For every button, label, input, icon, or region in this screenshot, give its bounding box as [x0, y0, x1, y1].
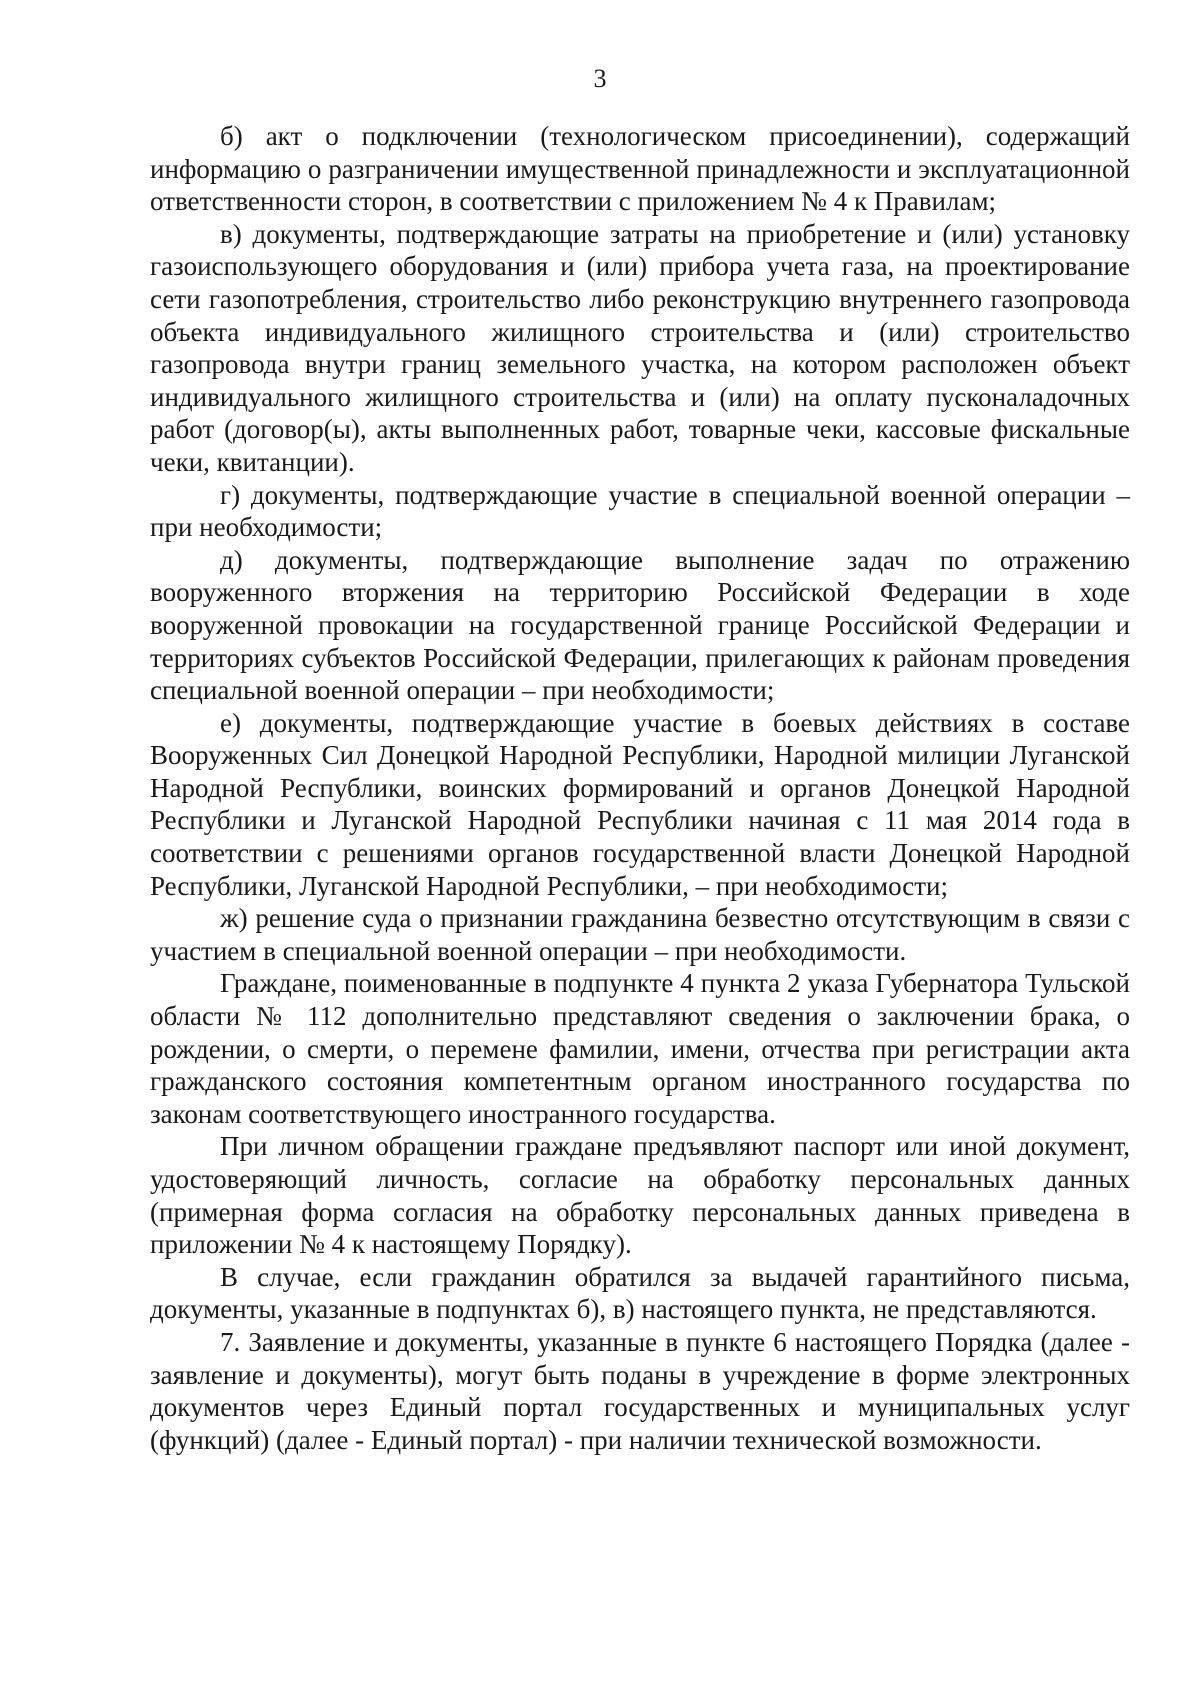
paragraph-guarantee-letter: В случае, если гражданин обратился за выдачей гарантийного письма, документы, указанные в подпунктах б), в) настоящего пункта, не представляются.: [150, 1261, 1130, 1325]
paragraph-personal-appeal: При личном обращении граждане предъявляют паспорт или иной документ, удостоверяющий личность, согласие на обработку персональных данных (примерная форма согласия на обработку персональных данных приведена в приложении № 4 к настоящему Порядку).: [150, 1131, 1130, 1260]
paragraph-d-repelling-invasion: д) документы, подтверждающие выполнение задач по отражению вооруженного вторжения на территорию Российской Федерации в ходе вооруженной провокации на государственной границе Российской Федерации и территориях субъектов Российской Федерации, прилегающих к районам проведения специальной военной операции – при необходимости;: [150, 544, 1130, 706]
paragraph-citizens-additional-info: Граждане, поименованные в подпункте 4 пункта 2 указа Губернатора Тульской области № 112 дополнительно представляют сведения о заключении брака, о рождении, о смерти, о перемене фамилии, имени, отчества при регистрации акта гражданского состояния компетентным органом иностранного государства по законам соответствующего иностранного государства.: [150, 968, 1130, 1129]
page-number: 3: [593, 64, 607, 93]
paragraph-e-combat-participation: е) документы, подтверждающие участие в боевых действиях в составе Вооруженных Сил Донецкой Народной Республики, Народной милиции Луганской Народной Республики, воинских формирований и органов Донецкой Народной Республики и Луганской Народной Республики начиная с 11 мая 2014 года в соответствии с решениями органов государственной власти Донецкой Народной Республики, Луганской Народной Республики, – при необходимости;: [150, 707, 1130, 901]
paragraph-v-expense-documents: в) документы, подтверждающие затраты на приобретение и (или) установку газоиспользующего оборудования и (или) прибора учета газа, на проектирование сети газопотребления, строительство либо реконструкцию внутреннего газопровода объекта индивидуального жилищного строительства и (или) строительство газопровода внутри границ земельного участка, на котором расположен объект индивидуального жилищного строительства и (или) на оплату пусконаладочных работ (договор(ы), акты выполненных работ, товарные чеки, кассовые фискальные чеки, квитанции).: [150, 218, 1130, 477]
paragraph-g-military-operation: г) документы, подтверждающие участие в специальной военной операции – при необходимости;: [150, 479, 1130, 543]
paragraph-zh-court-decision: ж) решение суда о признании гражданина безвестно отсутствующим в связи с участием в специальной военной операции – при необходимости.: [150, 903, 1130, 966]
paragraph-7-electronic-submission: 7. Заявление и документы, указанные в пункте 6 настоящего Порядка (далее - заявление и документы), могут быть поданы в учреждение в форме электронных документов через Единый портал государственных и муниципальных услуг (функций) (далее - Единый портал) - при наличии технической возможности.: [150, 1326, 1130, 1455]
paragraph-b-connection-act: б) акт о подключении (технологическом присоединении), содержащий информацию о разграничении имущественной принадлежности и эксплуатационной ответственности сторон, в соответствии с приложением № 4 к Правилам;: [150, 121, 1130, 217]
document-body: [150, 120, 1130, 1456]
